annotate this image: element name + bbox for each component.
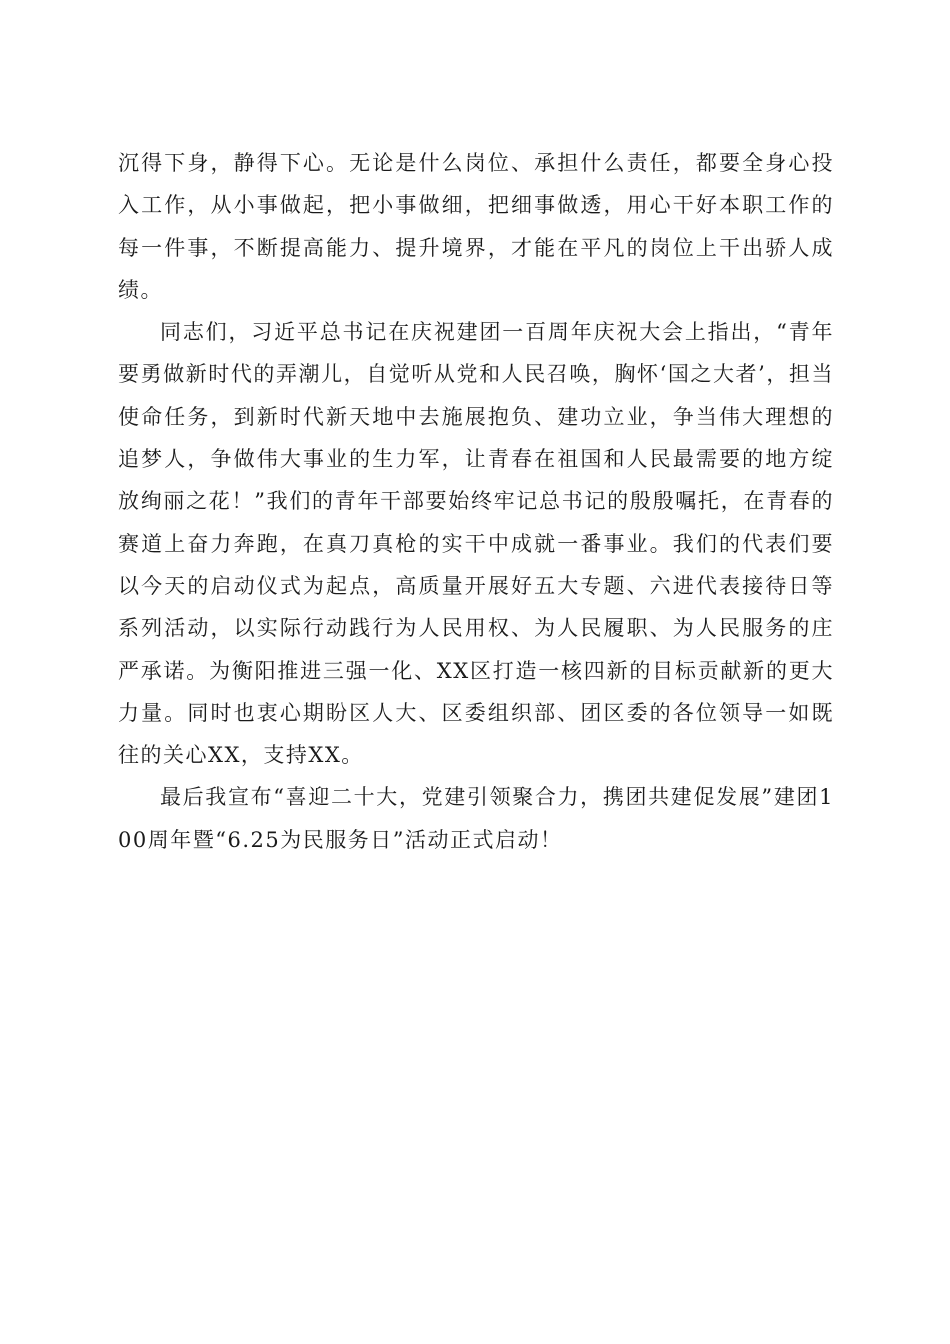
paragraph-youth-address: 同志们，习近平总书记在庆祝建团一百周年庆祝大会上指出，“青年要勇做新时代的弄潮儿，自觉听从党和人民召唤，胸怀‘国之大者’，担当使命任务，到新时代新天地中去施展抱负、建功立业，争当伟大理想的追梦人，争做伟大事业的生力军，让青春在祖国和人民最需要的地方绽放绚丽之花！”我们的青年干部要始终牢记总书记的殷殷嘱托，在青春的赛道上奋力奔跑，在真刀真枪的实干中成就一番事业。我们的代表们要以今天的启动仪式为起点，高质量开展好五大专题、六进代表接待日等系列活动，以实际行动践行为人民用权、为人民履职、为人民服务的庄严承诺。为衡阳推进三强一化、XX区打造一核四新的目标贡献新的更大力量。同时也衷心期盼区人大、区委组织部、团区委的各位领导一如既往的关心XX，支持XX。: [118, 320, 834, 768]
paragraph-continuation: 沉得下身，静得下心。无论是什么岗位、承担什么责任，都要全身心投入工作，从小事做起，把小事做细，把细事做透，用心干好本职工作的每一件事，不断提高能力、提升境界，才能在平凡的岗位上干出骄人成绩。: [118, 151, 834, 302]
paragraph-launch-announcement: 最后我宣布“喜迎二十大，党建引领聚合力，携团共建促发展”建团100周年暨“6.25为民服务日”活动正式启动！: [118, 785, 834, 852]
document-body: [118, 142, 834, 861]
